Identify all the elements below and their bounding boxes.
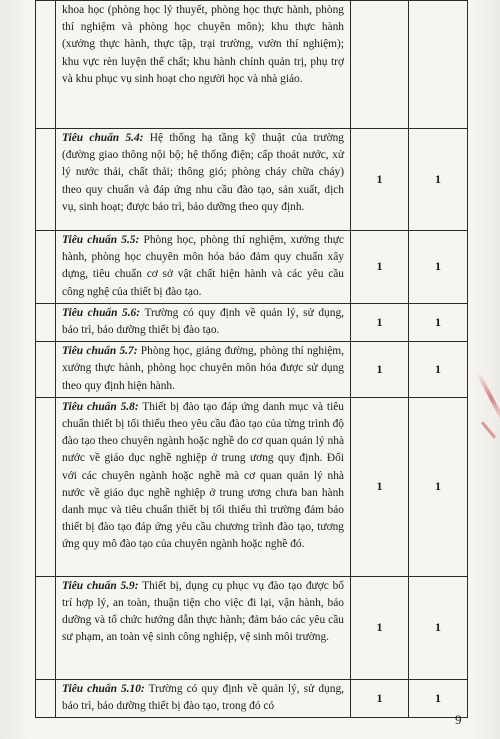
- criteria-table: [35, 0, 468, 718]
- score-column-a: 1: [351, 576, 409, 679]
- table-row: [36, 1, 468, 129]
- row-lead-cell: [36, 1, 56, 129]
- row-lead-cell: [36, 397, 56, 576]
- table-row: [36, 576, 468, 679]
- score-column-a: 1: [351, 129, 409, 231]
- row-lead-cell: [36, 679, 56, 717]
- row-lead-cell: [36, 231, 56, 304]
- score-column-b: 1: [409, 231, 468, 304]
- criterion-name: Tiêu chuẩn 5.5:: [62, 234, 140, 246]
- criterion-text: Thiết bị, dụng cụ phục vụ đào tạo được bố trí hợp lý, an toàn, thuận tiện cho việc đi lại, vận hành, bảo dưỡng và tổ chức hướng dẫn thực hành; đảm bảo các yêu cầu sư phạm, an toàn vệ sinh công nghiệp, vệ sinh môi trường.: [62, 579, 344, 644]
- criterion-description: [56, 679, 351, 717]
- table-row: [36, 397, 468, 576]
- row-lead-cell: [36, 576, 56, 679]
- criterion-name: Tiêu chuẩn 5.6:: [62, 306, 141, 319]
- table-row: [36, 303, 468, 341]
- score-column-b: 1: [409, 303, 468, 341]
- criterion-description: [56, 397, 351, 576]
- criterion-name: Tiêu chuẩn 5.8:: [62, 400, 139, 413]
- criterion-text: Phòng học, giảng đường, phòng thí nghiệm, xưởng thực hành, phòng học chuyên môn hóa được sử dụng theo quy định hiện hành.: [62, 345, 345, 392]
- criterion-name: Tiêu chuẩn 5.10:: [62, 682, 145, 695]
- margin-ink-mark: [481, 421, 496, 438]
- margin-ink-mark: [476, 372, 500, 422]
- criterion-description: [56, 576, 351, 679]
- score-column-b: 1: [409, 576, 468, 679]
- criterion-description: [56, 231, 351, 304]
- row-lead-cell: [36, 129, 56, 231]
- score-column-b: 1: [409, 397, 468, 576]
- criterion-description: [56, 303, 351, 341]
- table-row: [36, 231, 468, 304]
- score-column-b: 1: [409, 342, 468, 398]
- table-row: [36, 129, 468, 231]
- criterion-text: Trường có quy định về quản lý, sử dụng, bảo trì, bảo dưỡng thiết bị đào tạo, trong đó có: [62, 682, 344, 713]
- criterion-text: Phòng học, phòng thí nghiệm, xưởng thực hành, phòng học chuyên môn hóa bảo đảm quy chuẩn xây dựng, tiêu chuẩn cơ sở vật chất hiện hành và các yêu cầu công nghệ của thiết bị đào tạo.: [62, 234, 344, 298]
- table-row: [36, 679, 468, 717]
- table-row: [36, 342, 468, 398]
- score-column-a: [351, 1, 409, 129]
- criterion-text: khoa học (phòng học lý thuyết, phòng học thực hành, phòng thí nghiệm và phòng học chuyên môn); khu thực hành (xưởng thực hành, thực tập, trại trường, vườn thí nghiệm); khu vực rèn luyện thể chất; khu hành chính quản trị, phụ trợ và khu phục vụ sinh hoạt cho người học và nhà giáo.: [62, 4, 344, 85]
- score-column-a: 1: [351, 397, 409, 576]
- score-column-a: 1: [351, 679, 409, 717]
- row-lead-cell: [36, 303, 56, 341]
- page-number: 9: [455, 712, 462, 727]
- criteria-table-body: [36, 1, 468, 718]
- score-column-b: 1: [409, 129, 468, 231]
- score-column-b: 1: [409, 679, 468, 717]
- criterion-text: Trường có quy định về quản lý, sử dụng, bảo trì, bảo dưỡng thiết bị đào tạo.: [62, 306, 344, 337]
- criterion-name: Tiêu chuẩn 5.9:: [62, 579, 139, 592]
- row-lead-cell: [36, 342, 56, 398]
- criterion-name: Tiêu chuẩn 5.4:: [62, 132, 144, 144]
- score-column-b: [409, 1, 468, 129]
- criterion-description: [56, 1, 351, 129]
- score-column-a: 1: [351, 303, 409, 341]
- criterion-text: Thiết bị đào tạo đáp ứng danh mục và tiêu chuẩn thiết bị tối thiểu theo yêu cầu đào tạo của từng trình độ đào tạo theo chuyên ngành hoặc nghề do cơ quan quản lý nhà nước về giáo dục nghề nghiệp ở trung ương quy định. Đối với các chuyên ngành hoặc nghề mà cơ quan quản lý nhà nước về giáo dục nghề nghiệp ở trung ương chưa ban hành danh mục và tiêu chuẩn thiết bị tối thiểu thì trường đảm bảo thiết bị đào tạo đáp ứng yêu cầu chương trình đào tạo, tương ứng quy mô đào tạo của chuyên ngành hoặc nghề đó.: [62, 400, 344, 551]
- score-column-a: 1: [351, 342, 409, 398]
- criterion-description: [56, 129, 351, 231]
- criterion-name: Tiêu chuẩn 5.7:: [62, 345, 138, 358]
- criterion-description: [56, 342, 351, 398]
- score-column-a: 1: [351, 231, 409, 304]
- criterion-text: Hệ thống hạ tầng kỹ thuật của trường (đường giao thông nội bộ; hệ thống điện; cấp thoát nước, xử lý nước thải, chất thải; thông gió; phòng cháy chữa cháy) theo quy chuẩn và đáp ứng nhu cầu đào tạo, sản xuất, dịch vụ, sinh hoạt; được bảo trì, bảo dưỡng theo quy định.: [62, 132, 344, 213]
